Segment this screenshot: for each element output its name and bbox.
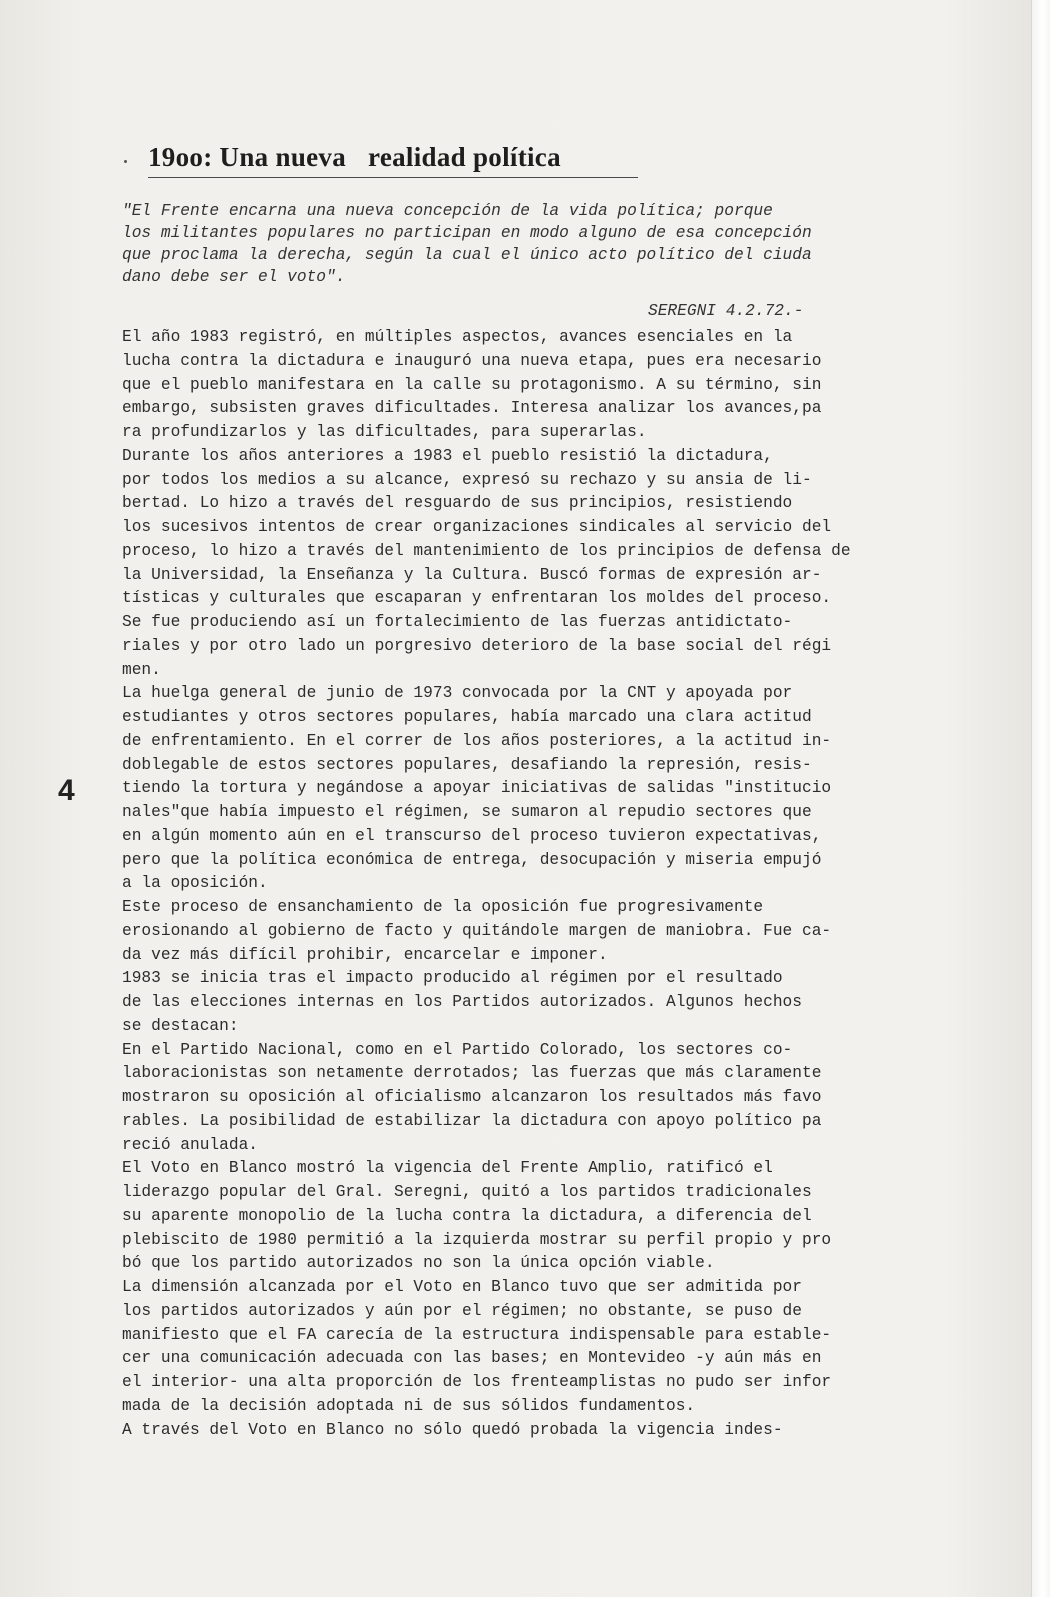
- title-part-1: 19oo: Una nueva: [148, 142, 347, 172]
- body-line: men.: [122, 660, 161, 679]
- body-line: estudiantes y otros sectores populares, había marcado una clara actitud: [122, 708, 812, 726]
- quote-signature: SEREGNI 4.2.72.-: [648, 302, 804, 320]
- title-mark: [124, 160, 127, 163]
- body-line: rables. La posibilidad de estabilizar la dictadura con apoyo político pa: [122, 1111, 822, 1130]
- body-line: tiendo la tortura y negándose a apoyar iniciativas de salidas "institucio: [122, 779, 832, 798]
- body-line: plebiscito de 1980 permitió a la izquierda mostrar su perfil propio y pro: [122, 1230, 832, 1249]
- body-line: A través del Voto en Blanco no sólo quedó probada la vigencia indes-: [122, 1420, 783, 1439]
- body-line: La dimensión alcanzada por el Voto en Blanco tuvo que ser admitida por: [122, 1278, 802, 1296]
- body-line: El Voto en Blanco mostró la vigencia del Frente Amplio, ratificó el: [122, 1159, 773, 1178]
- body-line: de enfrentamiento. En el correr de los años posteriores, a la actitud in-: [122, 731, 832, 750]
- body-text: [122, 326, 1002, 1442]
- body-line: erosionando al gobierno de facto y quitándole margen de maniobra. Fue ca-: [122, 921, 832, 940]
- body-line: que el pueblo manifestara en la calle su protagonismo. A su término, sin: [122, 375, 822, 394]
- body-line: manifiesto que el FA carecía de la estructura indispensable para estable-: [122, 1325, 832, 1344]
- body-line: Se fue produciendo así un fortalecimiento de las fuerzas antidictato-: [122, 613, 793, 631]
- body-line: proceso, lo hizo a través del mantenimiento de los principios de defensa de: [122, 541, 851, 560]
- body-line: doblegable de estos sectores populares, desafiando la represión, resis-: [122, 755, 812, 774]
- body-line: liderazgo popular del Gral. Seregni, quitó a los partidos tradicionales: [122, 1183, 812, 1201]
- body-line: su aparente monopolio de la lucha contra la dictadura, a diferencia del: [122, 1206, 812, 1225]
- body-line: ra profundizarlos y las dificultades, para superarlas.: [122, 423, 647, 441]
- body-line: de las elecciones internas en los Partidos autorizados. Algunos hechos: [122, 993, 802, 1011]
- body-line: embargo, subsisten graves dificultades. Interesa analizar los avances,pa: [122, 399, 822, 418]
- epigraph-quote: [122, 200, 992, 288]
- body-line: Este proceso de ensanchamiento de la oposición fue progresivamente: [122, 898, 764, 916]
- body-line: el interior- una alta proporción de los frenteamplistas no pudo ser infor: [122, 1373, 832, 1391]
- body-line: bó que los partido autorizados no son la única opción viable.: [122, 1254, 715, 1273]
- body-line: Durante los años anteriores a 1983 el pueblo resistió la dictadura,: [122, 446, 773, 465]
- page-number: 4: [58, 774, 75, 807]
- page-edge: [1031, 0, 1050, 1597]
- body-line: la Universidad, la Enseñanza y la Cultura. Buscó formas de expresión ar-: [122, 565, 822, 584]
- quote-line: dano debe ser el voto".: [122, 268, 346, 286]
- title-underline: [148, 177, 638, 178]
- body-line: da vez más difícil prohibir, encarcelar e imponer.: [122, 945, 608, 964]
- body-line: bertad. Lo hizo a través del resguardo de sus principios, resistiendo: [122, 494, 793, 513]
- body-line: cer una comunicación adecuada con las bases; en Montevideo -y aún más en: [122, 1349, 822, 1368]
- body-line: mada de la decisión adoptada ni de sus sólidos fundamentos.: [122, 1396, 696, 1415]
- body-line: los partidos autorizados y aún por el régimen; no obstante, se puso de: [122, 1301, 802, 1320]
- body-line: pero que la política económica de entrega, desocupación y miseria empujó: [122, 850, 822, 869]
- body-line: La huelga general de junio de 1973 convocada por la CNT y apoyada por: [122, 684, 793, 703]
- page-title: [148, 142, 561, 173]
- body-line: en algún momento aún en el transcurso del proceso tuvieron expectativas,: [122, 826, 822, 845]
- body-line: reció anulada.: [122, 1135, 258, 1154]
- quote-line: "El Frente encarna una nueva concepción de la vida política; porque: [122, 202, 773, 220]
- body-line: por todos los medios a su alcance, expresó su rechazo y su ansia de li-: [122, 470, 812, 489]
- body-line: a la oposición.: [122, 874, 268, 893]
- body-line: En el Partido Nacional, como en el Partido Colorado, los sectores co-: [122, 1040, 793, 1059]
- title-part-2: realidad política: [368, 142, 561, 172]
- body-line: 1983 se inicia tras el impacto producido al régimen por el resultado: [122, 969, 783, 988]
- body-line: lucha contra la dictadura e inauguró una nueva etapa, pues era necesario: [122, 351, 822, 370]
- body-line: los sucesivos intentos de crear organizaciones sindicales al servicio del: [122, 518, 832, 536]
- quote-line: que proclama la derecha, según la cual el único acto político del ciuda: [122, 246, 812, 264]
- body-line: El año 1983 registró, en múltiples aspectos, avances esenciales en la: [122, 328, 793, 346]
- body-line: riales y por otro lado un porgresivo deterioro de la base social del régi: [122, 636, 832, 655]
- body-line: nales"que había impuesto el régimen, se sumaron al repudio sectores que: [122, 803, 812, 821]
- body-line: mostraron su oposición al oficialismo alcanzaron los resultados más favo: [122, 1088, 822, 1106]
- body-line: laboracionistas son netamente derrotados; las fuerzas que más claramente: [122, 1064, 822, 1083]
- quote-line: los militantes populares no participan en modo alguno de esa concepción: [122, 224, 812, 242]
- body-line: tísticas y culturales que escaparan y enfrentaran los moldes del proceso.: [122, 589, 832, 608]
- body-line: se destacan:: [122, 1016, 239, 1035]
